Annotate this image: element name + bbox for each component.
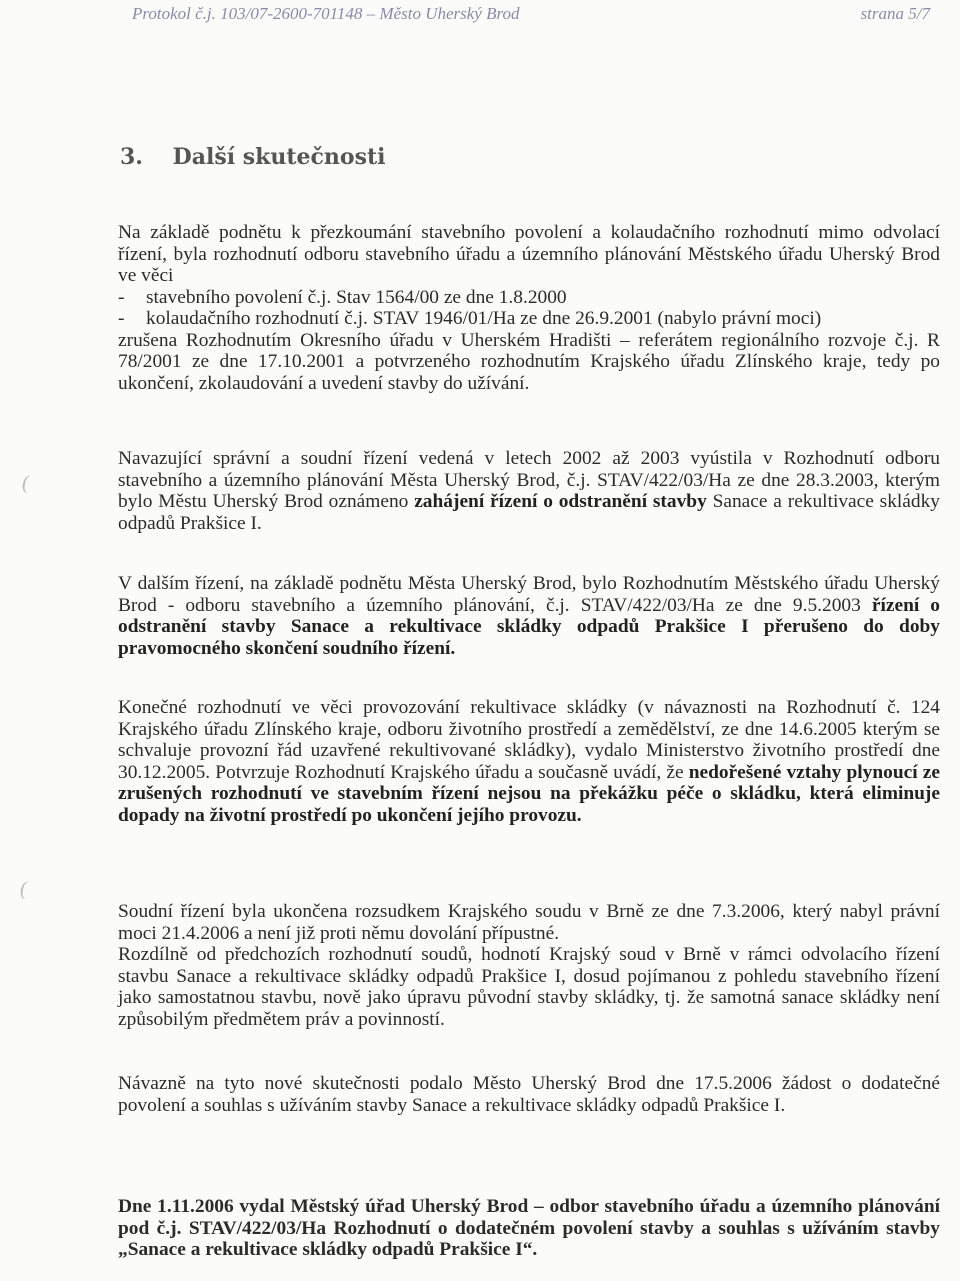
section-heading <box>120 144 386 170</box>
header-title: Protokol č.j. 103/07-2600-701148 – Město Uherský Brod <box>132 4 520 23</box>
list-item: - stavebního povolení č.j. Stav 1564/00 ze dne 1.8.2000 <box>118 286 567 308</box>
paragraph-1-rest: zrušena Rozhodnutím Okresního úřadu v Uherském Hradišti – referátem regionálního rozvoje č.j. R 78/2001 ze dne 17.10.2001 a potvrzeného rozhodnutím Krajského úřadu Zlínského kraje, tedy po ukončení, zkolaudování a uvedení stavby do užívání. <box>118 329 940 394</box>
margin-mark: ( <box>20 878 27 900</box>
page-header <box>132 4 930 24</box>
paragraph-1 <box>118 222 940 394</box>
paragraph-7: Dne 1.11.2006 vydal Městský úřad Uherský Brod – odbor stavebního úřadu a územního plánování pod č.j. STAV/422/03/Ha Rozhodnutí o dodatečném povolení stavby a souhlas s užíváním stavby „Sanace a rekultivace skládky odpadů Prakšice I“. <box>118 1196 940 1260</box>
list-item: - kolaudačního rozhodnutí č.j. STAV 1946/01/Ha ze dne 26.9.2001 (nabylo právní moci) <box>118 308 822 329</box>
decision-list <box>118 287 940 330</box>
page-number: strana 5/7 <box>860 4 930 23</box>
emphasis: zahájení řízení o odstranění stavby <box>414 491 707 512</box>
paragraph-2: Navazující správní a soudní řízení vedená v letech 2002 až 2003 vyústila v Rozhodnutí odboru stavebního a územního plánování Města Uherský Brod, č.j. STAV/422/03/Ha ze dne 28.3.2003, kterým bylo Městu Uherský Brod oznámeno zahájení řízení o odstranění stavby Sanace a rekultivace skládky odpadů Prakšice I. <box>118 448 940 534</box>
paragraph-5-b: Rozdílně od předchozích rozhodnutí soudů, hodnotí Krajský soud v Brně v rámci odvolacího řízení stavbu Sanace a rekultivace skládky odpadů Prakšice I, dosud pojímanou z pohledu stavebního řízení jako samostatnou stavbu, nově jako úpravu původní stavby skládky, tj. že samotná sanace skládky není způsobilým předmětem práv a povinností. <box>118 944 940 1030</box>
paragraph-3: V dalším řízení, na základě podnětu Města Uherský Brod, bylo Rozhodnutím Městského úřadu Uherský Brod - odboru stavebního a územního plánování, č.j. STAV/422/03/Ha ze dne 9.5.2003 řízení o odstranění stavby Sanace a rekultivace skládky odpadů Prakšice I přerušeno do doby pravomocného skončení soudního řízení. <box>118 573 940 659</box>
paragraph-5-a: Soudní řízení byla ukončena rozsudkem Krajského soudu v Brně ze dne 7.3.2006, který nabyl právní moci 21.4.2006 a není již proti němu dovolání přípustné. <box>118 901 940 944</box>
paragraph-1-intro: Na základě podnětu k přezkoumání stavebního povolení a kolaudačního rozhodnutí mimo odvolací řízení, byla rozhodnutí odboru stavebního úřadu a územního plánování Městského úřadu Uherský Brod ve věci <box>118 222 940 286</box>
paragraph-6: Návazně na tyto nové skutečnosti podalo Město Uherský Brod dne 17.5.2006 žádost o dodatečné povolení a souhlas s užíváním stavby Sanace a rekultivace skládky odpadů Prakšice I. <box>118 1073 940 1116</box>
emphasis: řízení o odstranění stavby Sanace a rekultivace skládky odpadů Prakšice I přerušeno do doby pravomocného skončení soudního řízení. <box>118 594 940 659</box>
section-title: Další skutečnosti <box>172 144 386 170</box>
margin-mark: ( <box>22 472 29 494</box>
emphasis: nedořešené vztahy plynoucí ze zrušených rozhodnutí ve stavebním řízení nejsou na překážku péče o skládku, která eliminuje dopady na životní prostředí po ukončení jejího provozu. <box>118 761 940 826</box>
section-number: 3. <box>120 144 143 170</box>
paragraph-5 <box>118 901 940 1030</box>
paragraph-4: Konečné rozhodnutí ve věci provozování rekultivace skládky (v návaznosti na Rozhodnutí č. 124 Krajského úřadu Zlínského kraje, odboru životního prostředí a zemědělství, ze dne 14.6.2005 kterým se schvaluje provozní řád uzavřené rekultivované skládky), vydalo Ministerstvo životního prostředí dne 30.12.2005. Potvrzuje Rozhodnutí Krajského úřadu a současně uvádí, že nedořešené vztahy plynoucí ze zrušených rozhodnutí ve stavebním řízení nejsou na překážku péče o skládku, která eliminuje dopady na životní prostředí po ukončení jejího provozu. <box>118 697 940 826</box>
